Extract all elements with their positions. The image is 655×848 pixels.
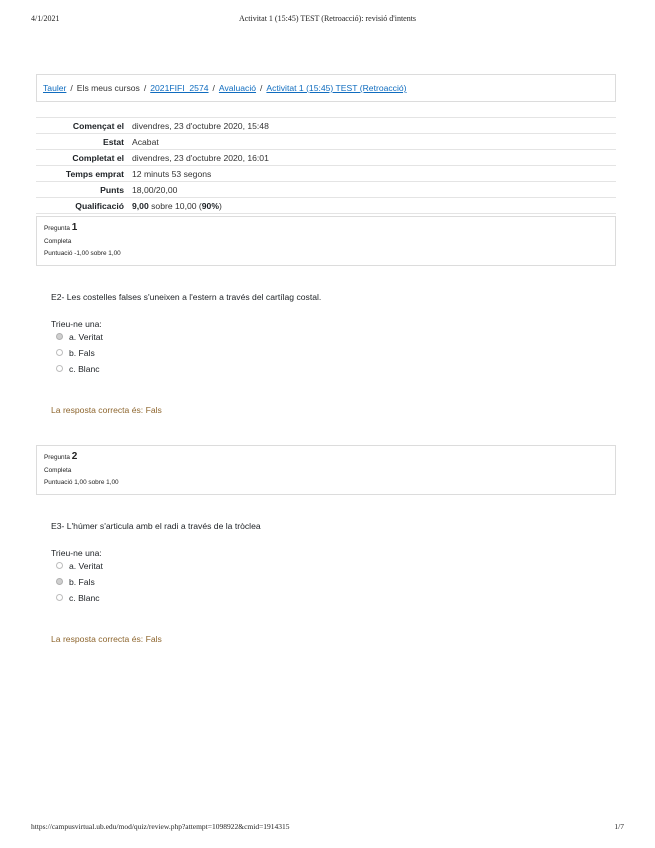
summary-key: Qualificació	[36, 198, 132, 214]
question-state: Completa	[44, 467, 72, 474]
question-state: Completa	[44, 238, 72, 245]
answer-option-b[interactable]	[51, 345, 611, 361]
print-document-title: Activitat 1 (15:45) TEST (Retroacció): revisió d'intents	[238, 14, 417, 23]
summary-row-started	[36, 118, 616, 134]
breadcrumb-separator: /	[212, 83, 215, 93]
summary-key: Completat el	[36, 150, 132, 166]
summary-row-time-taken	[36, 166, 616, 182]
breadcrumb-separator: /	[70, 83, 73, 93]
breadcrumb-item-activity[interactable]: Activitat 1 (15:45) TEST (Retroacció)	[266, 83, 407, 93]
grade-score: 9,00	[132, 200, 149, 211]
grade-percent: 90%	[201, 200, 219, 211]
question-number	[44, 222, 615, 233]
answer-option-c[interactable]	[51, 361, 611, 377]
print-date: 4/1/2021	[31, 14, 60, 23]
question-number-value: 1	[71, 222, 78, 233]
answer-option-a[interactable]	[51, 329, 611, 345]
radio-icon[interactable]	[56, 349, 63, 356]
summary-value: 12 minuts 53 segons	[132, 166, 616, 182]
print-footer	[31, 822, 624, 836]
question-score: Puntuació -1,00 sobre 1,00	[44, 250, 121, 257]
breadcrumb-item-assessment[interactable]: Avaluació	[218, 83, 257, 93]
question-label: Pregunta	[44, 454, 70, 461]
answer-option-label: a. Veritat	[69, 561, 103, 571]
print-page-number: 1/7	[614, 822, 624, 831]
breadcrumb	[36, 74, 616, 102]
radio-selected-icon[interactable]	[56, 578, 63, 585]
question-label: Pregunta	[44, 225, 70, 232]
summary-value: Acabat	[132, 134, 616, 150]
summary-value: 18,00/20,00	[132, 182, 616, 198]
radio-selected-icon[interactable]	[56, 333, 63, 340]
breadcrumb-separator: /	[260, 83, 263, 93]
radio-icon[interactable]	[56, 365, 63, 372]
question-number	[44, 451, 615, 462]
summary-row-grade	[36, 198, 616, 214]
question-text: E3- L'húmer s'articula amb el radi a través de la tròclea	[51, 521, 261, 531]
answer-option-b[interactable]	[51, 574, 611, 590]
radio-icon[interactable]	[56, 562, 63, 569]
answer-option-label: c. Blanc	[69, 593, 100, 603]
grade-value	[132, 198, 616, 214]
summary-key: Temps emprat	[36, 166, 132, 182]
print-header	[31, 14, 624, 28]
answer-option-c[interactable]	[51, 590, 611, 606]
answer-option-label: b. Fals	[69, 348, 95, 358]
answer-option-label: c. Blanc	[69, 364, 100, 374]
breadcrumb-item-course[interactable]: 2021FIFI_2574	[150, 83, 209, 93]
question-1-info	[36, 216, 616, 266]
summary-row-marks	[36, 182, 616, 198]
attempt-summary-table	[36, 117, 616, 214]
summary-row-completed	[36, 150, 616, 166]
question-1-feedback: La resposta correcta és: Fals	[51, 405, 162, 415]
summary-value: divendres, 23 d'octubre 2020, 16:01	[132, 150, 616, 166]
question-prompt: Trieu-ne una:	[51, 319, 102, 329]
print-url: https://campusvirtual.ub.edu/mod/quiz/review.php?attempt=1098922&cmid=1914315	[31, 822, 290, 831]
breadcrumb-item-courses: Els meus cursos	[76, 83, 140, 93]
question-2-feedback: La resposta correcta és: Fals	[51, 634, 162, 644]
question-score: Puntuació 1,00 sobre 1,00	[44, 479, 119, 486]
question-2-body	[51, 521, 611, 606]
answer-option-label: b. Fals	[69, 577, 95, 587]
summary-key: Punts	[36, 182, 132, 198]
question-prompt: Trieu-ne una:	[51, 548, 102, 558]
grade-middle: sobre 10,00 (	[148, 200, 202, 211]
answer-option-a[interactable]	[51, 558, 611, 574]
summary-key: Començat el	[36, 118, 132, 134]
question-1-body	[51, 292, 611, 377]
breadcrumb-item-tauler[interactable]: Tauler	[43, 83, 67, 93]
radio-icon[interactable]	[56, 594, 63, 601]
answer-option-label: a. Veritat	[69, 332, 103, 342]
grade-end: )	[218, 200, 222, 211]
question-text: E2- Les costelles falses s'uneixen a l'estern a través del cartílag costal.	[51, 292, 322, 302]
summary-value: divendres, 23 d'octubre 2020, 15:48	[132, 118, 616, 134]
question-2-info	[36, 445, 616, 495]
summary-row-state	[36, 134, 616, 150]
summary-key: Estat	[36, 134, 132, 150]
question-number-value: 2	[71, 451, 78, 462]
breadcrumb-separator: /	[143, 83, 147, 93]
